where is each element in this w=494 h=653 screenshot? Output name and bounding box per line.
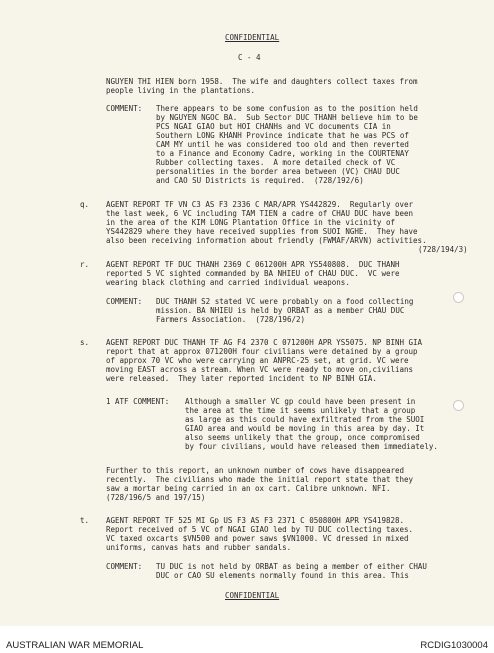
report-line: AGENT REPORT TF DUC THANH 2369 C 061200H APR YS540808. DUC THANH bbox=[106, 260, 400, 269]
comment-line: the area at the time it seems unlikely that a group bbox=[185, 406, 416, 415]
comment-line: TU DUC is not held by ORBAT as being a member of either CHAU bbox=[156, 562, 427, 571]
report-line: AGENT REPORT DUC THANH TF AG F4 2370 C 071200H APR YS5075. NP BINH GIA bbox=[106, 338, 423, 347]
intro-line: NGUYEN THI HIEN born 1958. The wife and daughters collect taxes from bbox=[106, 77, 418, 86]
classification-footer: CONFIDENTIAL bbox=[225, 591, 280, 600]
comment-line: DUC or CAO SU elements normally found in this area. This bbox=[156, 571, 409, 580]
report-line: uniforms, canvas hats and rubber sandals. bbox=[106, 543, 292, 552]
punch-hole-top bbox=[453, 292, 464, 303]
further-line: saw a mortar being carried in an ox cart. Calibre unknown. NFI. bbox=[106, 484, 391, 493]
item-marker-s: s. bbox=[80, 338, 90, 347]
comment-line: to a Finance and Economy Cadre, working in the COURTENAY bbox=[156, 149, 409, 158]
report-line: reported 5 VC sighted commanded by BA NHIEU of CHAU DUC. VC were bbox=[106, 269, 400, 278]
comment-label: COMMENT: bbox=[106, 297, 143, 306]
report-reference: (728/194/3) bbox=[418, 245, 468, 254]
comment-line: personalities in the border area between (VC) CHAU DUC bbox=[156, 167, 400, 176]
comment-line: GIAO area and would be moving in this area by day. It bbox=[185, 424, 425, 433]
comment-line: There appears to be some confusion as to the position held bbox=[156, 104, 418, 113]
report-line: report that at approx 071200H four civilians were detained by a group bbox=[106, 347, 418, 356]
page-reference: C - 4 bbox=[238, 53, 261, 62]
archive-name: AUSTRALIAN WAR MEMORIAL bbox=[6, 640, 144, 651]
comment-line: Rubber collecting taxes. A more detailed check of VC bbox=[156, 158, 396, 167]
archive-credit-bar bbox=[0, 626, 494, 653]
item-marker-t: t. bbox=[80, 516, 90, 525]
report-line: AGENT REPORT TF VN C3 AS F3 2336 C MAR/APR YS442829. Regularly over bbox=[106, 200, 414, 209]
report-line: wearing black clothing and carried individual weapons. bbox=[106, 278, 350, 287]
comment-label: 1 ATF COMMENT: bbox=[106, 397, 170, 406]
comment-line: by four civilians, would have released them immediately. bbox=[185, 442, 438, 451]
report-line: AGENT REPORT TF 525 MI Gp US F3 AS F3 2371 C 050800H APR YS419828. bbox=[106, 516, 405, 525]
report-line: VC taxed oxcarts $VN500 and power saws $VN1000. VC dressed in mixed bbox=[106, 534, 409, 543]
comment-line: mission. BA NHIEU is held by ORBAT as a member CHAU DUC bbox=[156, 306, 405, 315]
comment-line: and CAO SU Districts is required. (728/192/6) bbox=[156, 176, 364, 185]
punch-hole-bottom bbox=[453, 400, 464, 411]
comment-line: also seems unlikely that the group, once compromised bbox=[185, 433, 420, 442]
comment-line: Southern LONG KHANH Province indicate that he was PCS of bbox=[156, 131, 409, 140]
classification-header: CONFIDENTIAL bbox=[225, 33, 280, 42]
comment-label: COMMENT: bbox=[106, 562, 143, 571]
report-line: the last week, 6 VC including TAM TIEN a cadre of CHAU DUC have been bbox=[106, 209, 414, 218]
report-line: of approx 70 VC who were carrying an ANPRC-25 set, at grid. VC were bbox=[106, 356, 409, 365]
further-line: Further to this report, an unknown number of cows have disappeared bbox=[106, 466, 405, 475]
comment-line: PCS NGAI GIAO but HOI CHANHs and VC documents CIA in bbox=[156, 122, 391, 131]
comment-line: as large as this could have exfiltrated from the SUOI bbox=[185, 415, 425, 424]
comment-line: CAM MY until he was considered too old and then reverted bbox=[156, 140, 409, 149]
report-line: also been receiving information about friendly (FWMAF/ARVN) activities. bbox=[106, 236, 427, 245]
comment-label: COMMENT: bbox=[106, 104, 143, 113]
intro-line: people living in the plantations. bbox=[106, 86, 256, 95]
report-line: in the area of the KIM LONG Plantation Office in the vicinity of bbox=[106, 218, 395, 227]
item-marker-r: r. bbox=[80, 260, 90, 269]
report-line: Report received of 5 VC of NGAI GIAO led by TU DUC collecting taxes. bbox=[106, 525, 414, 534]
archive-id: RCDIG1030004 bbox=[420, 640, 488, 651]
further-line: recently. The civilians who made the initial report state that they bbox=[106, 475, 414, 484]
report-line: YS442829 where they have received supplies from SUOI NGHE. They have bbox=[106, 227, 418, 236]
report-line: were released. They later reported incident to NP BINH GIA. bbox=[106, 374, 377, 383]
comment-line: by NGUYEN NGOC BA. Sub Sector DUC THANH believe him to be bbox=[156, 113, 418, 122]
item-marker-q: q. bbox=[80, 200, 90, 209]
report-line: moving EAST across a stream. When VC were ready to move on,civilians bbox=[106, 365, 414, 374]
further-line: (728/196/5 and 197/15) bbox=[106, 493, 206, 502]
comment-line: DUC THANH S2 stated VC were probably on a food collecting bbox=[156, 297, 414, 306]
comment-line: Farmers Association. (728/196/2) bbox=[156, 315, 306, 324]
comment-line: Although a smaller VC gp could have been present in bbox=[185, 397, 416, 406]
